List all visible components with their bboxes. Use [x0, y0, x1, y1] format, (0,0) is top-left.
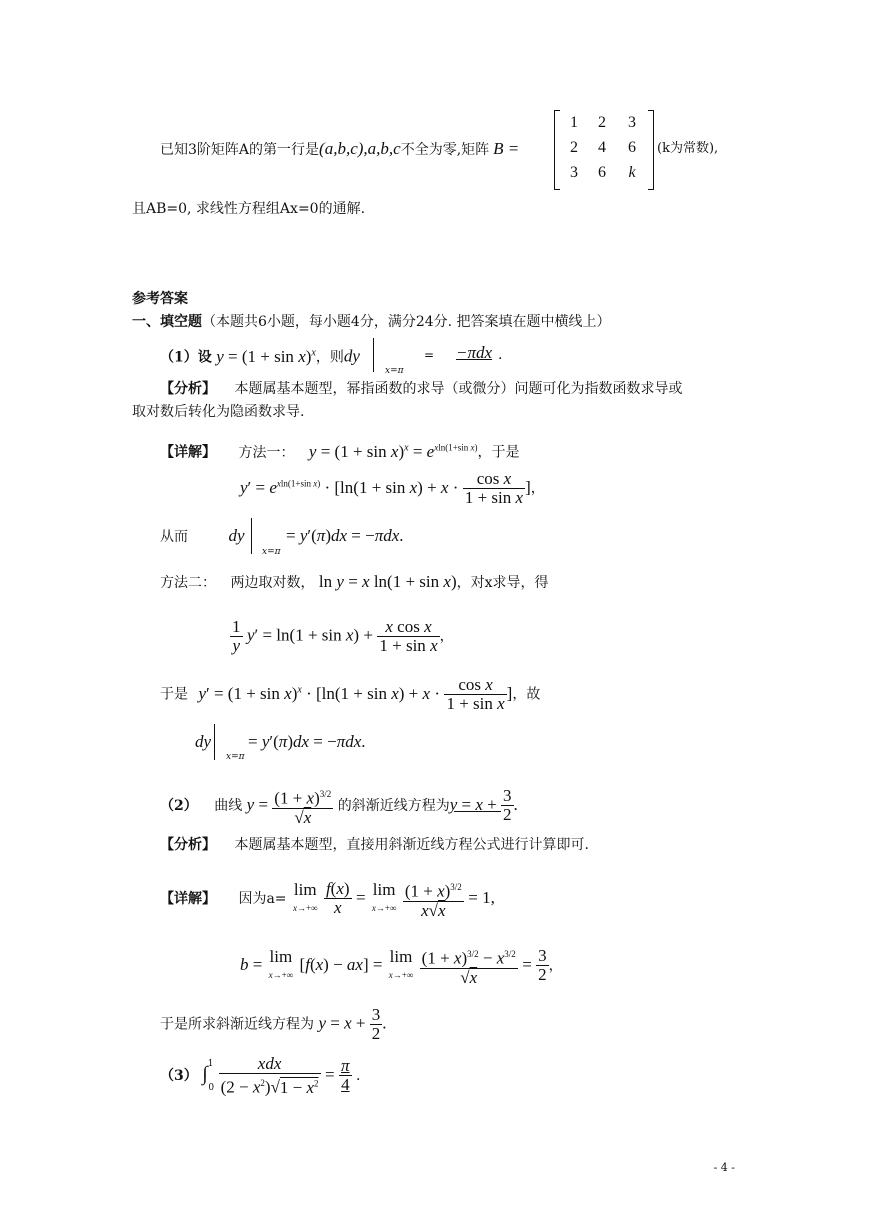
q1-period: .	[498, 347, 503, 363]
eval-sub: x=π	[262, 547, 281, 557]
dy2: dy	[195, 732, 212, 751]
method2-text: 两边取对数，	[230, 575, 315, 591]
detail-tag: 【详解】	[160, 444, 216, 461]
congEr-eq: = y′(π)dx = −πdx.	[286, 526, 404, 545]
q1-line: （1）设 $y = (1 + \sin x)^x$，则dy	[160, 346, 360, 366]
analysis2-tag: 【分析】	[160, 837, 216, 853]
matrix-cell: 4	[598, 139, 606, 156]
conclusion-text: 于是所求斜渐近线方程为	[160, 1016, 314, 1033]
right-bracket	[648, 110, 654, 190]
matrix-b	[554, 108, 654, 190]
dy2-eq: = y′(π)dx = −πdx.	[248, 732, 366, 751]
dui-x: ，对x求导，得	[456, 575, 549, 591]
detail-method1: 【详解】 方法一： $y = (1 + \sin x)^x = e^{xln(1+sin x)}$，于是	[160, 441, 520, 461]
congEr-line: 从而 dy	[160, 526, 245, 545]
q3-eq: =	[325, 1064, 335, 1084]
left-bracket	[554, 110, 560, 190]
matrix-cell: 2	[570, 139, 578, 156]
analysis2-text: 本题属基本题型，直接用斜渐近线方程公式进行计算即可.	[234, 837, 589, 853]
method1-label: 方法一：	[238, 444, 295, 461]
analysis2	[160, 836, 589, 854]
page-number: - 4 -	[713, 1161, 735, 1174]
detail2-tag: 【详解】	[160, 890, 216, 907]
q1-then: ，则	[315, 349, 344, 366]
method2-line: 方法二： 两边取对数， ln y = x ln(1 + sin x)，对x求导，得	[160, 572, 549, 591]
method2-label: 方法二：	[160, 575, 216, 591]
problem-text-b: 不全为零,矩阵	[400, 142, 490, 158]
matrix-cell: 1	[570, 114, 578, 131]
eval-bar	[373, 338, 374, 372]
q1-eq: =	[424, 348, 435, 362]
matrix-cell: 6	[598, 164, 606, 181]
problem-line1	[160, 140, 519, 159]
q2-line: （2） 曲线 y = $\frac{(1 + x)^{3/2}}{√x}$ 的斜渐近线方程为y = x + $\frac{3}{2}$ .	[160, 786, 518, 827]
analysis1-text2: 取对数后转化为隐函数求导.	[132, 404, 305, 420]
congEr: 从而	[160, 529, 188, 545]
problem-text-a: 已知3阶矩阵A的第一行是	[160, 142, 320, 158]
analysis1-text: 本题属基本题型，幂指函数的求导（或微分）问题可化为指数函数求导或	[234, 381, 683, 397]
method2-eq2: 于是 $y' = (1 + \sin x)^x \cdot [\ln(1 + \sin x) + x$ · $\frac{\text{cos x}}{\text{1 + sin x}}$ ]，故	[160, 675, 541, 713]
comma: ，	[530, 480, 545, 497]
problem-suffix: (k为常数),	[657, 141, 719, 156]
matrix-cell: 2	[598, 114, 606, 131]
answers-heading: 参考答案	[132, 291, 188, 307]
q3-label: （3）	[160, 1067, 198, 1084]
analysis1-tag: 【分析】	[160, 381, 216, 397]
q1-sub: x=π	[385, 366, 404, 376]
q3-line: （3） ∫$^1$0 $\frac{\text{xdx}}{(2 - x^2)√1 - x^2}$ = $\frac{\pi}{4}$ .	[160, 1054, 361, 1097]
matrix-label: B =	[493, 139, 520, 158]
method2-eq1: $\frac{1}{y}$ y′ = ln(1 + sin x) + $\frac{\text{x cos x}}{\text{1 + sin x}}$ ，	[232, 617, 454, 655]
section-title: 一、填空题	[132, 314, 202, 330]
q2-text1: 曲线	[214, 797, 243, 814]
q1-answer: −πdx	[456, 343, 493, 362]
matrix-cell: 3	[628, 114, 636, 131]
yushi2: 于是	[160, 686, 188, 703]
yushi: ，于是	[477, 444, 520, 461]
q2-label: （2）	[160, 797, 198, 814]
section-heading	[132, 313, 611, 331]
eval-sub: x=π	[226, 752, 245, 762]
conclusion: 于是所求斜渐近线方程为 y = x + $\frac{3}{2}$ .	[160, 1005, 387, 1043]
q1-label: （1）设	[160, 349, 212, 366]
b-eq: b = lim x→+∞ [f(x) − ax] = lim x→+∞ $\frac{(1 + x)^{3/2} - x^{3/2}}{√x}$ = $\frac{3}{2}$ ，	[240, 946, 563, 987]
derivative-1: $y' = e^{xln(1+sin x)} \cdot [\ln(1 + \sin x) + x$ · $\frac{\text{cos x}}{\text{1 + sin x}}$ ]，	[240, 469, 545, 507]
gu: ，故	[512, 686, 541, 703]
q3-period: .	[356, 1067, 361, 1084]
analysis1	[160, 380, 682, 398]
matrix-cell: k	[628, 164, 636, 181]
q2-text2: 的斜渐近线方程为	[337, 797, 450, 814]
eval-bar	[251, 518, 252, 554]
row-vector: (a,b,c),a,b,c	[319, 139, 401, 158]
section-note: （本题共6小题，每小题4分，满分24分. 把答案填在题中横线上）	[202, 314, 611, 330]
because: 因为a=	[238, 890, 287, 907]
problem-line2: 且AB=0, 求线性方程组Ax=0的通解.	[132, 201, 366, 217]
fraction: $\frac{\text{cos x}}{\text{1 + sin x}}$	[464, 469, 524, 507]
detail2: 【详解】 因为a= lim x→+∞ $\frac{f(x)}{x}$ = lim x→+∞ $\frac{(1 + x)^{3/2}}{x√x}$ = 1,	[160, 879, 495, 920]
matrix-cell: 6	[628, 139, 636, 156]
eval-bar	[214, 724, 215, 760]
matrix-cell: 3	[570, 164, 578, 181]
